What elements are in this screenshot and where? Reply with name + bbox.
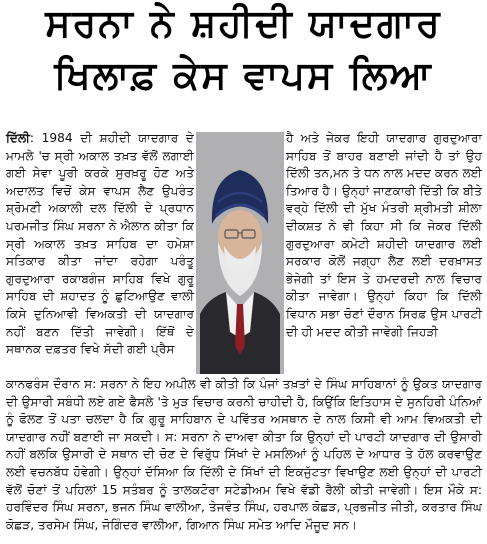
article-right-column (286, 130, 482, 341)
dateline: ਦਿੱਲੀ (6, 131, 30, 145)
article-left-column (6, 130, 194, 359)
article-bottom-text (6, 376, 482, 534)
left-column-text: : 1984 ਦੀ ਸ਼ਹੀਦੀ ਯਾਦਗਾਰ ਦੇ ਮਾਮਲੇ 'ਚ ਸ੍ਰੀ ਅਕਾਲ ਤਖ਼ਤ ਵੱਲੋਂ ਲਗਾਈ ਗਈ ਸੇਵਾ ਪੂਰੀ ਕਰਕੇ ਸੁਰਖ਼ਰੂ ਹੋਣ ਅਤੇ ਅਦਾਲਤ ਵਿਚੋਂ ਕੇਸ ਵਾਪਸ ਲੈਣ ਉਪਰੰਤ ਸ਼੍ਰੋਮਣੀ ਅਕਾਲੀ ਦਲ ਦਿੱਲੀ ਦੇ ਪ੍ਰਧਾਨ ਪਰਮਜੀਤ ਸਿੰਘ ਸਰਨਾ ਨੇ ਐਲਾਨ ਕੀਤਾ ਕਿ ਸ੍ਰੀ ਅਕਾਲ ਤਖ਼ਤ ਸਾਹਿਬ ਦਾ ਹਮੇਸ਼ਾ ਸਤਿਕਾਰ ਕੀਤਾ ਜਾਂਦਾ ਰਹੇਗਾ ਪਰੰਤੂ ਗੁਰਦੁਆਰਾ ਰਕਾਬਗੰਜ ਸਾਹਿਬ ਵਿਖੇ ਗੁਰੂ ਸਾਹਿਬ ਦੀ ਸ਼ਹਾਦਤ ਨੂੰ ਛੁਟਿਆਉਣ ਵਾਲੀ ਕਿਸੇ ਦੁਨਿਆਵੀ ਵਿਅਕਤੀ ਦੀ ਯਾਦਗਾਰ ਨਹੀਂ ਬਣਨ ਦਿੱਤੀ ਜਾਵੇਗੀ। ਇੱਥੋਂ ਦੇ ਸਥਾਨਕ ਦਫ਼ਤਰ ਵਿਖੇ ਸੱਦੀ ਗਈ ਪ੍ਰੈਸ (6, 131, 194, 357)
headline-line-2: ਖਿਲਾਫ਼ ਕੇਸ ਵਾਪਸ ਲਿਆ (54, 53, 433, 97)
portrait-photo (196, 132, 284, 374)
right-column-text: ਹੈ ਅਤੇ ਜੇਕਰ ਇਹੀ ਯਾਦਗਾਰ ਗੁਰਦੁਆਰਾ ਸਾਹਿਬ ਤੋਂ ਬਾਹਰ ਬਣਾਈ ਜਾਂਦੀ ਹੈ ਤਾਂ ਉਹ ਦਿੱਲੀ ਤਨ,ਮਨ ਤੇ ਧਨ ਨਾਲ ਮਦਦ ਕਰਨ ਲਈ ਤਿਆਰ ਹੈ। ਉਨ੍ਹਾਂ ਜਾਣਕਾਰੀ ਦਿੱਤੀ ਕਿ ਬੀਤੇ ਵਰ੍ਹੇ ਦਿੱਲੀ ਦੀ ਮੁੱਖ ਮੰਤਰੀ ਸ਼੍ਰੀਮਤੀ ਸ਼ੀਲਾ ਦੀਕਸ਼ਤ ਨੇ ਵੀ ਕਿਹਾ ਸੀ ਕਿ ਜੇਕਰ ਦਿੱਲੀ ਗੁਰਦੁਆਰਾ ਕਮੇਟੀ ਸ਼ਹੀਦੀ ਯਾਦਗਾਰ ਲਈ ਸਰਕਾਰ ਕੋਲੋਂ ਜਗ੍ਹਾ ਲੈਣ ਲਈ ਦਰਖ਼ਾਸਤ ਭੇਜੇਗੀ ਤਾਂ ਇਸ ਤੇ ਹਮਦਰਦੀ ਨਾਲ ਵਿਚਾਰ ਕੀਤਾ ਜਾਵੇਗਾ। ਉਨ੍ਹਾਂ ਕਿਹਾ ਕਿ ਦਿੱਲੀ ਵਿਧਾਨ ਸਭਾ ਚੋਣਾਂ ਦੌਰਾਨ ਸਿਰਫ਼ ਉਸ ਪਾਰਟੀ ਦੀ ਹੀ ਮਦਦ ਕੀਤੀ ਜਾਵੇਗੀ ਜਿਹੜੀ (286, 131, 483, 339)
bottom-text: ਕਾਨਫਰੰਸ ਦੌਰਾਨ ਸ: ਸਰਨਾ ਨੇ ਇਹ ਅਪੀਲ ਵੀ ਕੀਤੀ ਕਿ ਪੰਜਾਂ ਤਖ਼ਤਾਂ ਦੇ ਸਿੰਘ ਸਾਹਿਬਾਨਾਂ ਨੂੰ ਉਕਤ ਯਾਦਗਾਰ ਦੀ ਉਸਾਰੀ ਸਬੰਧੀ ਲਏ ਗਏ ਫੈਸਲੇ 'ਤੇ ਮੁੜ ਵਿਚਾਰ ਕਰਨੀ ਚਾਹੀਦੀ ਹੈ, ਕਿਉਂਕਿ ਇਤਿਹਾਸ ਦੇ ਸੁਨਹਿਰੀ ਪੰਨਿਆਂ ਨੂੰ ਫੋਲਣ ਤੋਂ ਪਤਾ ਚਲਦਾ ਹੈ ਕਿ ਗੁਰੂ ਸਾਹਿਬਾਨ ਦੇ ਪਵਿੱਤਰ ਅਸਥਾਨ ਦੇ ਨਾਲ ਕਿਸੀ ਵੀ ਆਮ ਵਿਅਕਤੀ ਦੀ ਯਾਦਗਾਰ ਨਹੀਂ ਬਣਾਈ ਜਾ ਸਕਦੀ। ਸ: ਸਰਨਾ ਨੇ ਦਾਅਵਾ ਕੀਤਾ ਕਿ ਉਨ੍ਹਾਂ ਦੀ ਪਾਰਟੀ ਯਾਦਗਾਰ ਦੀ ਉਸਾਰੀ ਨਹੀਂ ਬਲਕਿ ਉਸਾਰੀ ਦੇ ਸਥਾਨ ਦੀ ਚੋਣ ਦੇ ਵਿਰੁੱਧ ਸਿੱਖਾਂ ਦੇ ਮਸਲਿਆਂ ਨੂੰ ਪਹਿਲ ਦੇ ਆਧਾਰ ਤੇ ਹੱਲ ਕਰਵਾਉਣ ਲਈ ਵਚਨਬੱਧ ਹੋਵੇਗੀ। ਉਨ੍ਹਾਂ ਦੱਸਿਆ ਕਿ ਦਿੱਲੀ ਦੇ ਸਿੱਖਾਂ ਦੀ ਇਕਜੁੱਟਤਾ ਵਿਖਾਉਣ ਲਈ ਉਨ੍ਹਾਂ ਦੀ ਪਾਰਟੀ ਵੱਲੋਂ ਚੋਣਾਂ ਤੋਂ ਪਹਿਲਾਂ 15 ਸਤੰਬਰ ਨੂੰ ਤਾਲਕਟੋਰਾ ਸਟੇਡੀਅਮ ਵਿਖੇ ਵੱਡੀ ਰੈਲੀ ਕੀਤੀ ਜਾਵੇਗੀ। ਇਸ ਮੌਕੇ ਸ: ਹਰਵਿੰਦਰ ਸਿੰਘ ਸਰਨਾ, ਭਜਨ ਸਿੰਘ ਵਾਲੀਆ, ਤੇਜਵੰਤ ਸਿੰਘ, ਹਰਪਾਲ ਕੋਛੜ, ਪ੍ਰਭਜੀਤ ਜੀਤੀ, ਕਰਤਾਰ ਸਿੰਘ ਕੋਛੜ, ਤਰਸੇਮ ਸਿੰਘ, ਜੋਗਿੰਦਰ ਵਾਲੀਆ, ਗਿਆਨ ਸਿੰਘ ਸਮੇਤ ਆਦਿ ਮੌਜੂਦ ਸਨ। (6, 377, 482, 532)
headline-line-1: ਸਰਨਾ ਨੇ ਸ਼ਹੀਦੀ ਯਾਦਗਾਰ (45, 1, 442, 45)
